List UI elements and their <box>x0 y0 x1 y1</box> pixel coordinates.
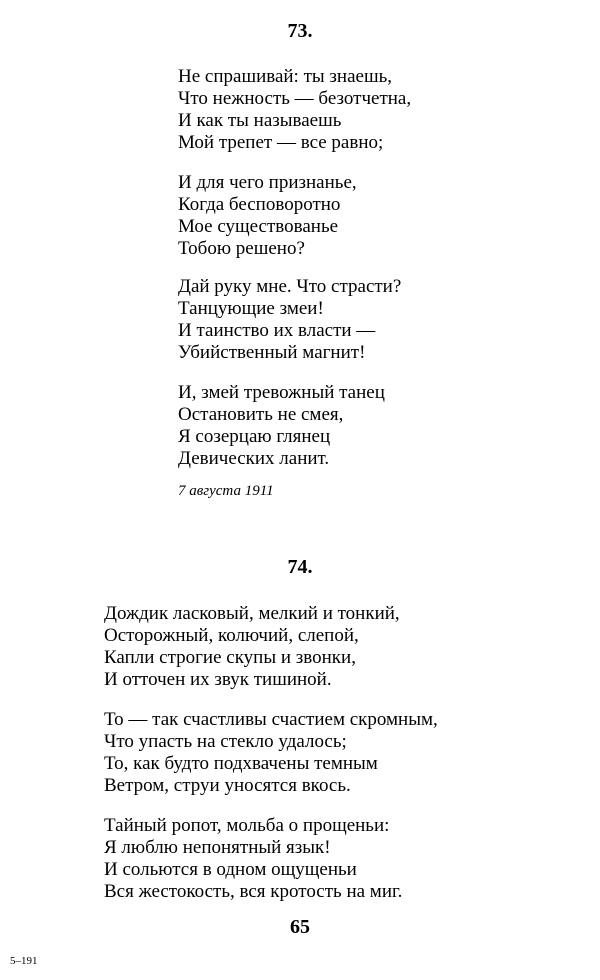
verse-line: Мое существованье <box>178 216 339 237</box>
verse-line: То, как будто подхвачены темным <box>104 753 378 774</box>
stanza <box>104 815 402 903</box>
verse-line: Что нежность — безотчетна, <box>178 88 412 109</box>
verse-line: Что упасть на стекло удалось; <box>104 731 347 752</box>
verse-line: И, змей тревожный танец <box>178 382 385 403</box>
verse-line: И как ты называешь <box>178 110 342 131</box>
printer-signature: 5–191 <box>10 955 38 967</box>
verse-line: И для чего признанье, <box>178 172 357 193</box>
stanza <box>178 382 385 470</box>
verse-line: Не спрашивай: ты знаешь, <box>178 66 392 87</box>
verse-line: И отточен их звук тишиной. <box>104 669 332 690</box>
verse-line: Дай руку мне. Что страсти? <box>178 276 402 297</box>
poem-number: 74. <box>287 556 313 578</box>
verse-line: Девических ланит. <box>178 448 330 469</box>
verse-line: Тайный ропот, мольба о прощеньи: <box>104 815 390 836</box>
verse-line: И сольются в одном ощущеньи <box>104 859 357 880</box>
verse-line: Тобою решено? <box>178 238 305 259</box>
verse-line: Вся жестокость, вся кротость на миг. <box>104 881 403 902</box>
poem-number: 73. <box>287 20 313 42</box>
verse-line: Ветром, струи уносятся вкось. <box>104 775 351 796</box>
verse-line: То — так счастливы счастием скромным, <box>104 709 438 730</box>
page-number: 65 <box>290 916 310 938</box>
stanza <box>178 276 401 364</box>
poem-date: 7 августа 1911 <box>178 483 274 499</box>
verse-line: Мой трепет — все равно; <box>178 132 384 153</box>
verse-line: Осторожный, колючий, слепой, <box>104 625 359 646</box>
verse-line: Я люблю непонятный язык! <box>104 837 331 858</box>
stanza <box>104 709 438 797</box>
verse-line: Дождик ласковый, мелкий и тонкий, <box>104 603 400 624</box>
verse-line: Остановить не смея, <box>178 404 344 425</box>
verse-line: Убийственный магнит! <box>178 342 366 363</box>
verse-line: Капли строгие скупы и звонки, <box>104 647 356 668</box>
stanza <box>104 603 400 691</box>
verse-line: И таинство их власти — <box>178 320 376 341</box>
verse-line: Я созерцаю глянец <box>178 426 331 447</box>
stanza <box>178 66 411 154</box>
stanza <box>178 172 357 260</box>
verse-line: Когда бесповоротно <box>178 194 341 215</box>
verse-line: Танцующие змеи! <box>178 298 324 319</box>
